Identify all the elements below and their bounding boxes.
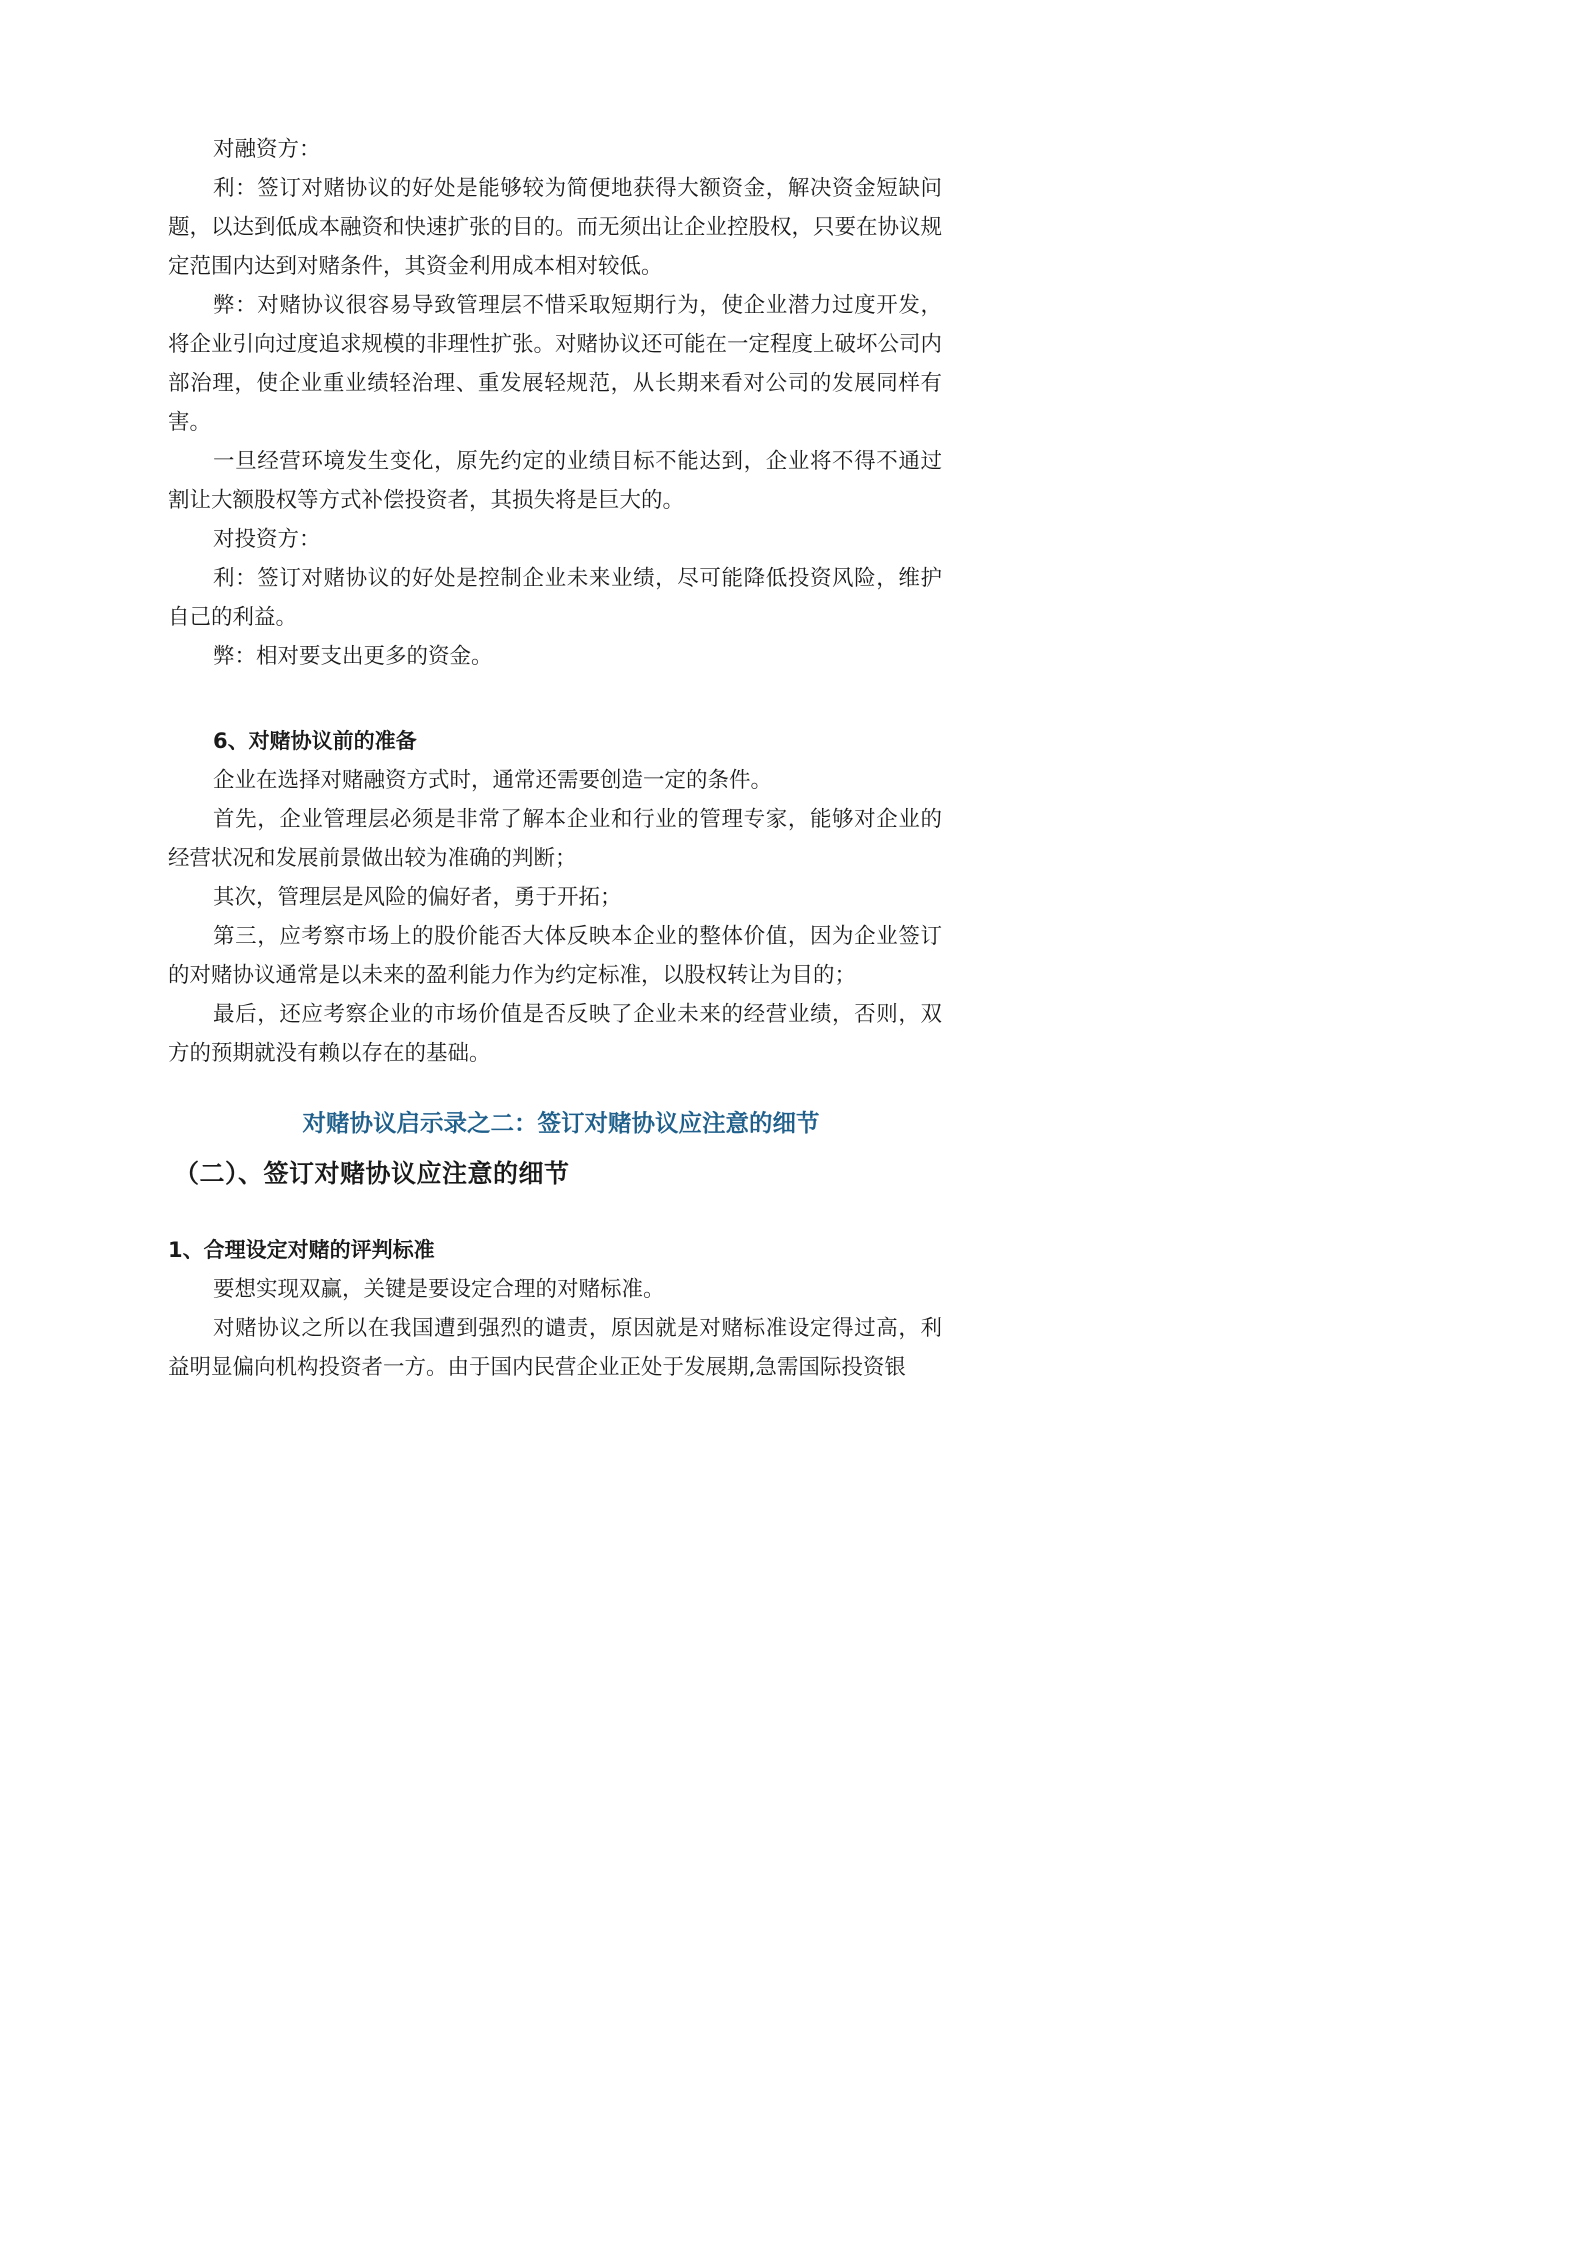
section-6-third: 第三，应考察市场上的股价能否大体反映本企业的整体价值，因为企业签订的对赌协议通常是以未来的盈利能力作为约定标准，以股权转让为目的； bbox=[168, 924, 942, 988]
chapter-banner-title: 对赌协议启示录之二：签订对赌协议应注意的细节 bbox=[302, 1109, 820, 1137]
sub1-heading: 1、合理设定对赌的评判标准 bbox=[168, 1238, 435, 1262]
section-financing-investing bbox=[168, 130, 942, 676]
investor-con-paragraph: 弊：相对要支出更多的资金。 bbox=[213, 644, 493, 669]
document-page bbox=[168, 130, 942, 1387]
section-6-heading: 6、对赌协议前的准备 bbox=[213, 729, 417, 753]
sub1-paragraph-2: 对赌协议之所以在我国遭到强烈的谴责，原因就是对赌标准设定得过高，利益明显偏向机构投资者一方。由于国内民营企业正处于发展期,急需国际投资银 bbox=[168, 1316, 942, 1380]
section-two-sub1 bbox=[168, 1231, 942, 1387]
financing-side-heading: 对融资方： bbox=[213, 137, 321, 162]
section-6-second: 其次，管理层是风险的偏好者，勇于开拓； bbox=[213, 885, 622, 910]
spacer bbox=[168, 676, 942, 722]
section-6-last: 最后，还应考察企业的市场价值是否反映了企业未来的经营业绩，否则，双方的预期就没有赖以存在的基础。 bbox=[168, 1002, 942, 1066]
investor-pro-paragraph: 利：签订对赌协议的好处是控制企业未来业绩，尽可能降低投资风险，维护自己的利益。 bbox=[168, 566, 942, 630]
spacer bbox=[168, 1073, 942, 1101]
spacer bbox=[168, 1199, 942, 1231]
section-two-heading: （二）、签订对赌协议应注意的细节 bbox=[174, 1159, 570, 1188]
investor-side-heading: 对投资方： bbox=[213, 527, 321, 552]
financing-pro-paragraph: 利：签订对赌协议的好处是能够较为简便地获得大额资金，解决资金短缺问题，以达到低成本融资和快速扩张的目的。而无须出让企业控股权，只要在协议规定范围内达到对赌条件，其资金利用成本相对较低。 bbox=[168, 176, 943, 279]
section-6-intro: 企业在选择对赌融资方式时，通常还需要创造一定的条件。 bbox=[213, 768, 773, 793]
financing-risk-paragraph: 一旦经营环境发生变化，原先约定的业绩目标不能达到，企业将不得不通过割让大额股权等方式补偿投资者，其损失将是巨大的。 bbox=[168, 449, 942, 513]
section-6-preparation bbox=[168, 722, 942, 1073]
sub1-paragraph-1: 要想实现双赢，关键是要设定合理的对赌标准。 bbox=[213, 1277, 665, 1302]
financing-con-paragraph: 弊：对赌协议很容易导致管理层不惜采取短期行为，使企业潜力过度开发，将企业引向过度追求规模的非理性扩张。对赌协议还可能在一定程度上破坏公司内部治理，使企业重业绩轻治理、重发展轻规范，从长期来看对公司的发展同样有害。 bbox=[168, 293, 943, 435]
section-6-first: 首先，企业管理层必须是非常了解本企业和行业的管理专家，能够对企业的经营状况和发展前景做出较为准确的判断； bbox=[168, 807, 942, 871]
